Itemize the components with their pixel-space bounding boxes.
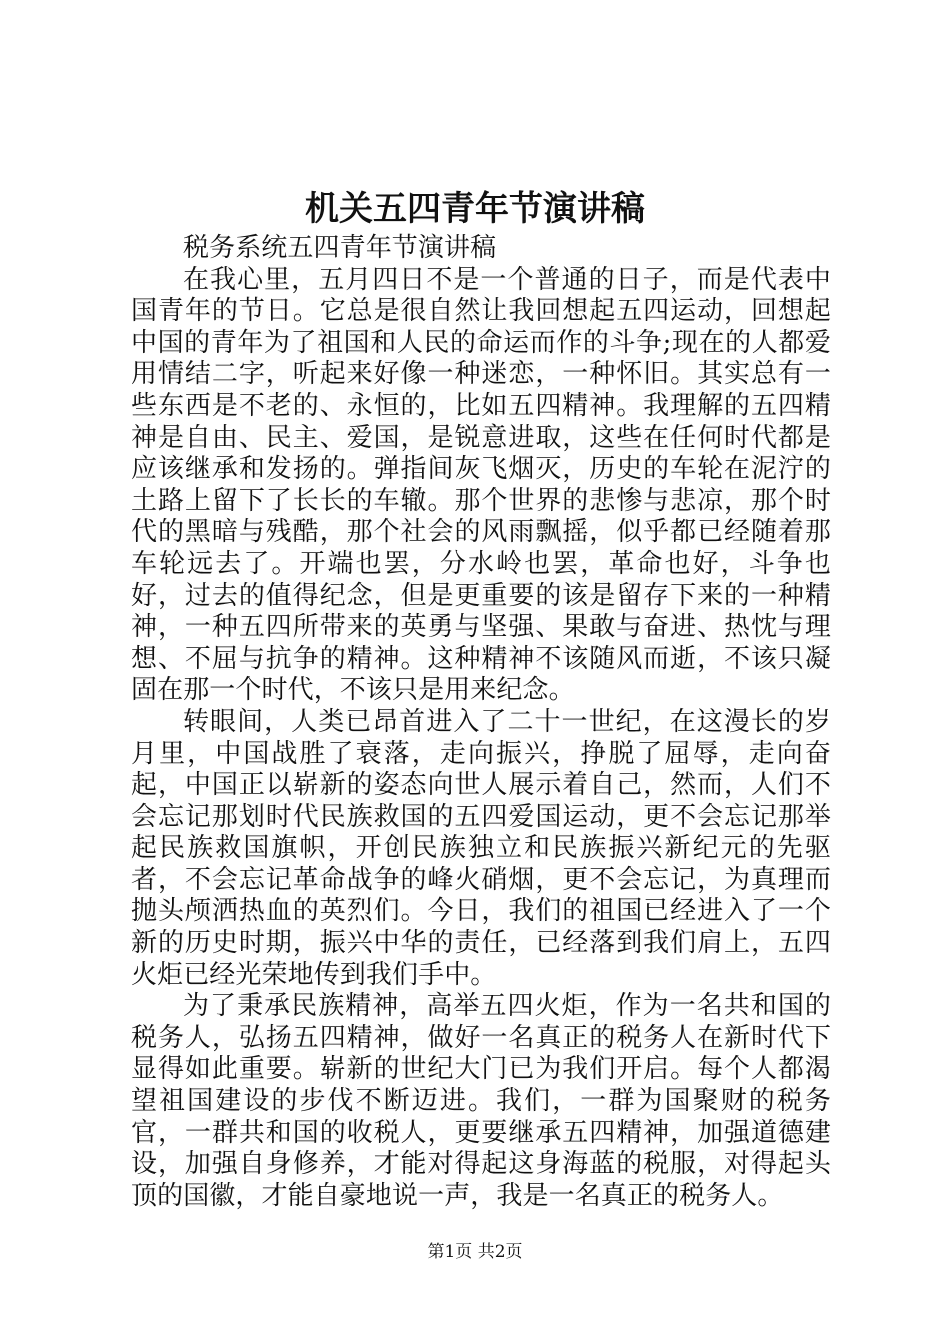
- paragraph-2: 转眼间，人类已昂首进入了二十一世纪，在这漫长的岁月里，中国战胜了衰落，走向振兴，挣脱了屈辱，走向奋起，中国正以崭新的姿态向世人展示着自己，然而，人们不会忘记那划时代民族救国的五四爱国运动，更不会忘记那举起民族救国旗帜，开创民族独立和民族振兴新纪元的先驱者，不会忘记革命战争的峰火硝烟，更不会忘记，为真理而抛头颅洒热血的英烈们。今日，我们的祖国已经进入了一个新的历史时期，振兴中华的责任，已经落到我们肩上，五四火炬已经光荣地传到我们手中。: [131, 706, 831, 990]
- document-body: [131, 233, 831, 1212]
- paragraph-1: 在我心里，五月四日不是一个普通的日子，而是代表中国青年的节日。它总是很自然让我回想起五四运动，回想起中国的青年为了祖国和人民的命运而作的斗争;现在的人都爱用情结二字，听起来好像一种迷恋，一种怀旧。其实总有一些东西是不老的、永恒的，比如五四精神。我理解的五四精神是自由、民主、爱国，是锐意进取，这些在任何时代都是应该继承和发扬的。弹指间灰飞烟灭，历史的车轮在泥泞的土路上留下了长长的车辙。那个世界的悲惨与悲凉，那个时代的黑暗与残酷，那个社会的风雨飘摇，似乎都已经随着那车轮远去了。开端也罢，分水岭也罢，革命也好，斗争也好，过去的值得纪念，但是更重要的该是留存下来的一种精神，一种五四所带来的英勇与坚强、果敢与奋进、热忱与理想、不屈与抗争的精神。这种精神不该随风而逝，不该只凝固在那一个时代，不该只是用来纪念。: [131, 264, 831, 706]
- paragraph-3: 为了秉承民族精神，高举五四火炬，作为一名共和国的税务人，弘扬五四精神，做好一名真正的税务人在新时代下显得如此重要。崭新的世纪大门已为我们开启。每个人都渴望祖国建设的步伐不断迈进。我们，一群为国聚财的税务官，一群共和国的收税人，更要继承五四精神，加强道德建设，加强自身修养，才能对得起这身海蓝的税服，对得起头顶的国徽，才能自豪地说一声，我是一名真正的税务人。: [131, 991, 831, 1211]
- document-subtitle: 税务系统五四青年节演讲稿: [183, 233, 497, 263]
- document-title: 机关五四青年节演讲稿: [305, 189, 645, 229]
- page-footer: 第1页 共2页: [427, 1242, 523, 1262]
